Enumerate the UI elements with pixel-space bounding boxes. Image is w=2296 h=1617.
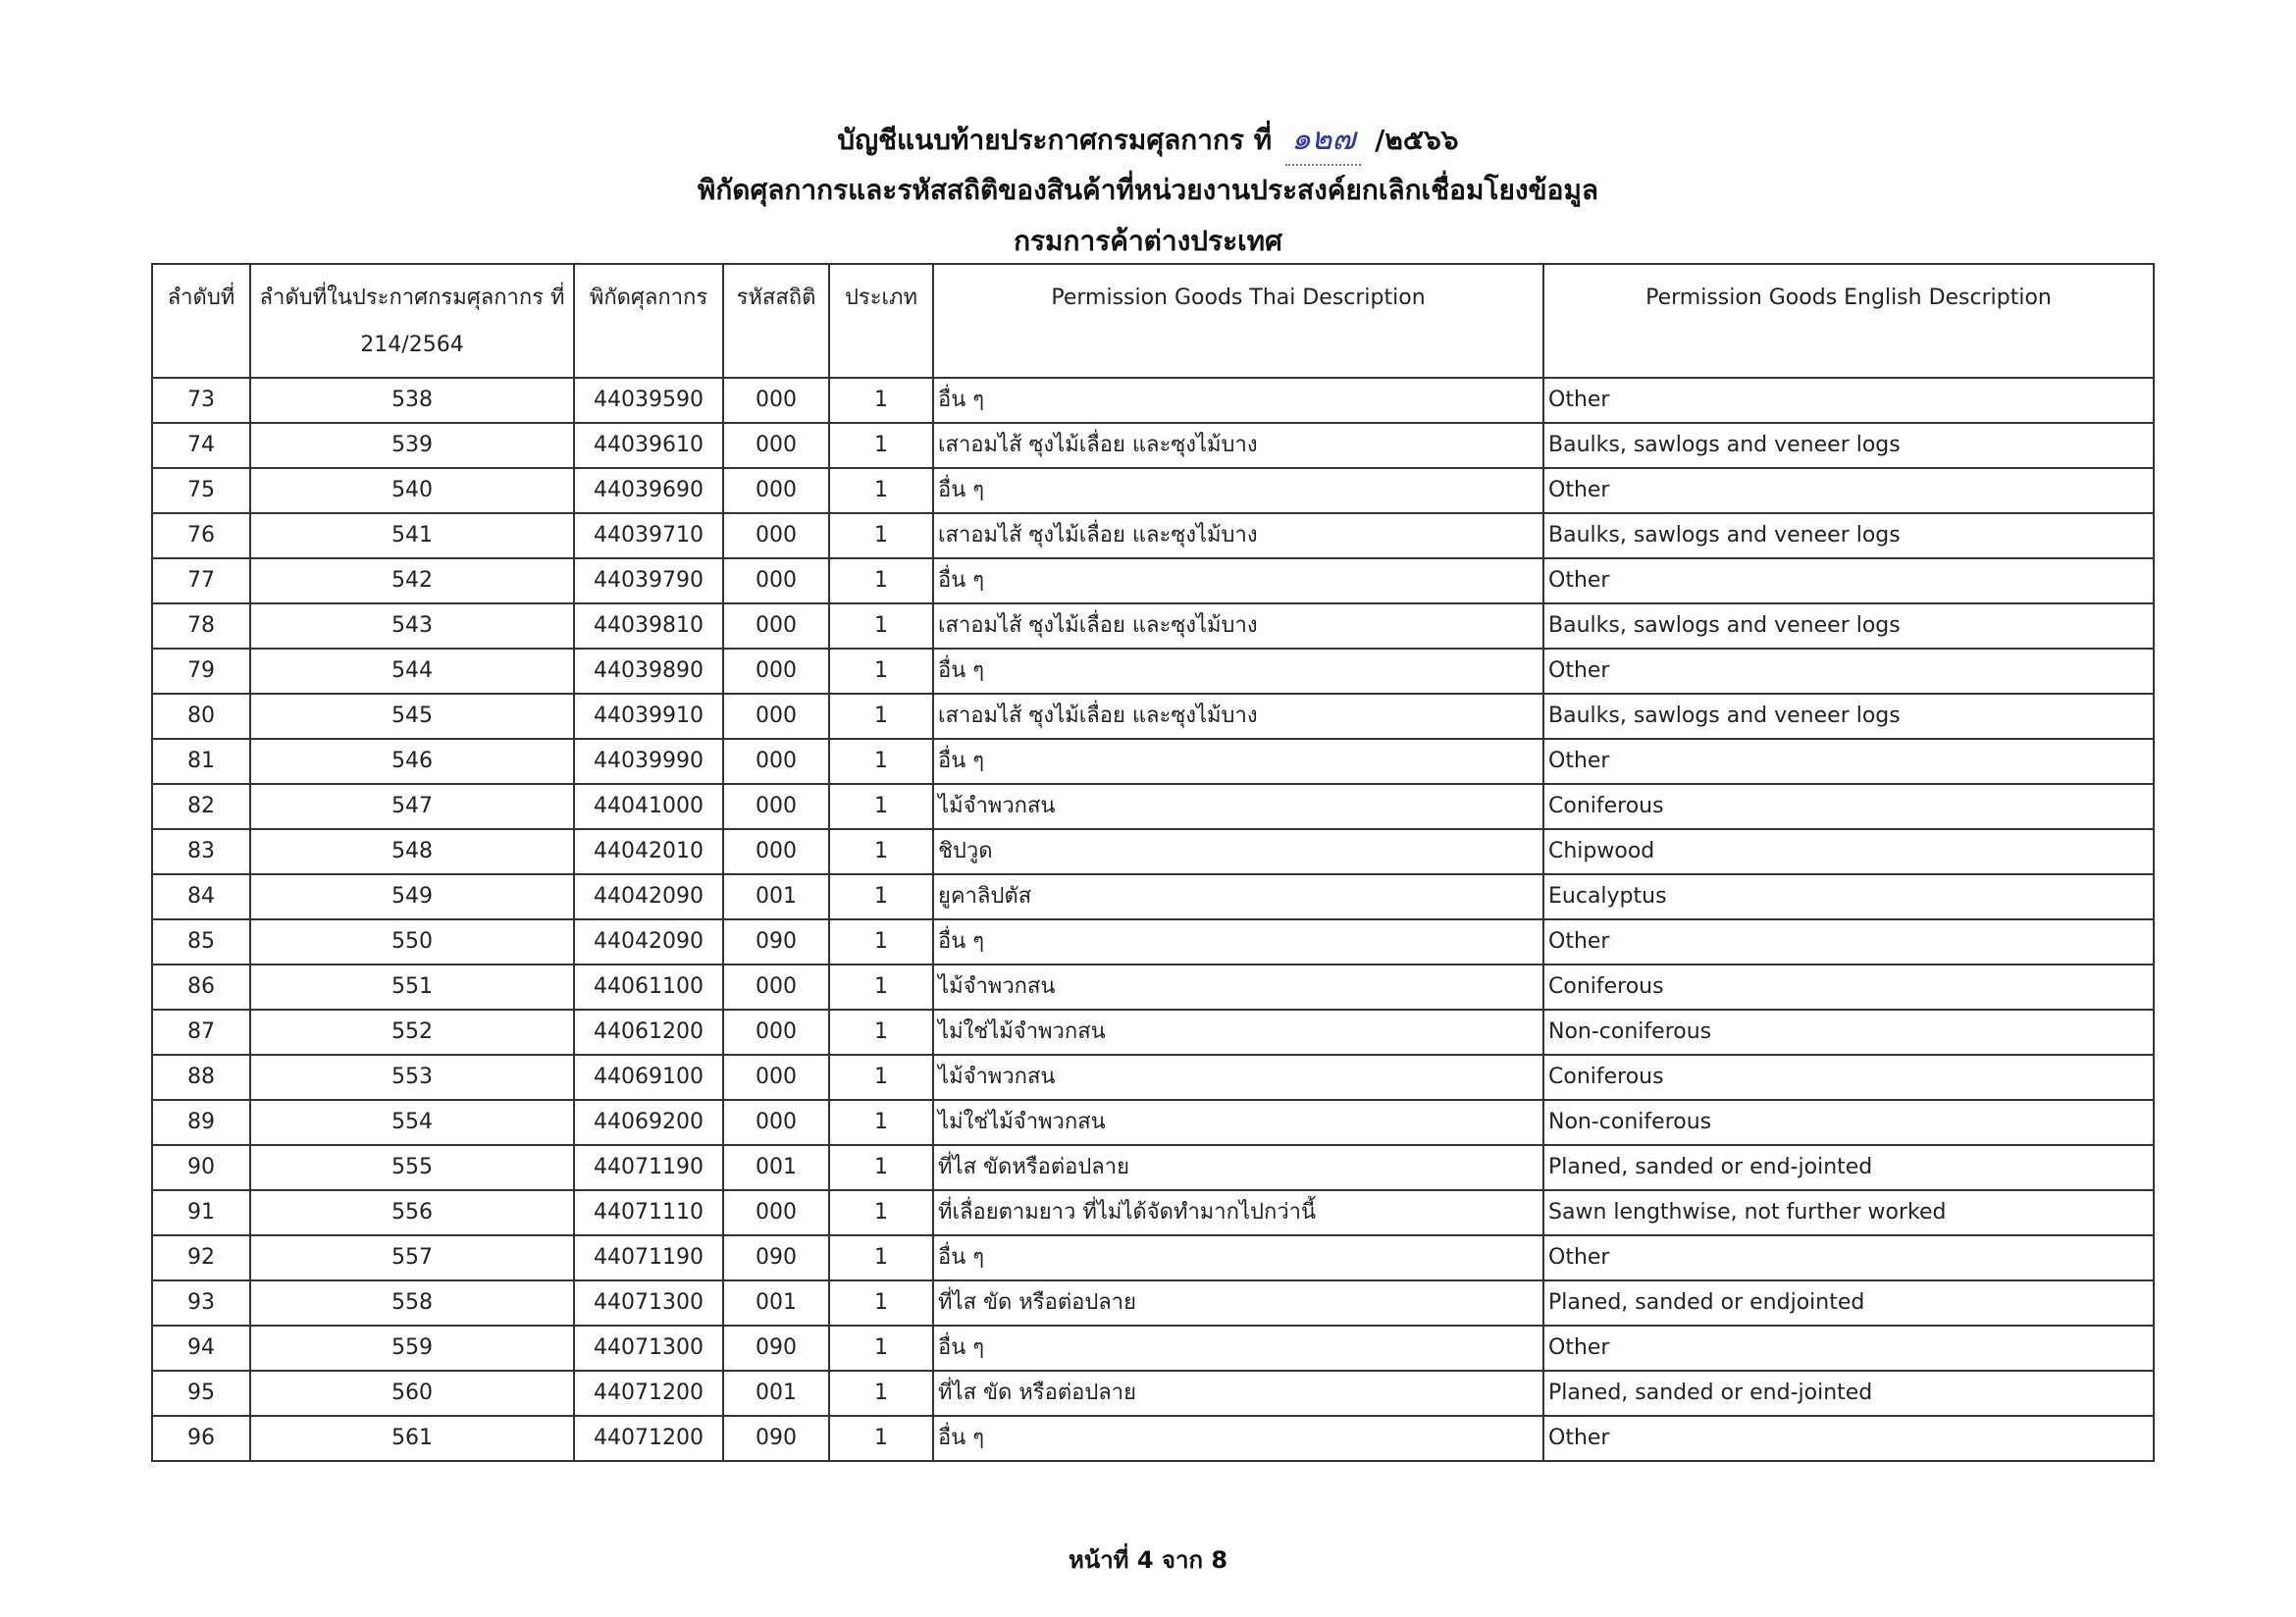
cell-type: 1	[829, 1326, 933, 1371]
table-row	[152, 784, 2154, 829]
column-header-col-eng-desc: Permission Goods English Description	[1543, 264, 2154, 378]
cell-ref-seq: 556	[250, 1190, 574, 1235]
cell-row-seq: 75	[152, 468, 250, 513]
table-row	[152, 468, 2154, 513]
cell-ref-seq: 546	[250, 739, 574, 784]
cell-type: 1	[829, 1100, 933, 1145]
cell-ref-seq: 558	[250, 1280, 574, 1326]
cell-thai-description: ที่ไส ขัด หรือต่อปลาย	[933, 1371, 1543, 1416]
cell-tariff-code: 44071110	[574, 1190, 723, 1235]
cell-stat-code: 000	[723, 739, 829, 784]
cell-type: 1	[829, 874, 933, 919]
cell-english-description: Other	[1543, 1416, 2154, 1461]
table-row	[152, 378, 2154, 423]
cell-english-description: Baulks, sawlogs and veneer logs	[1543, 603, 2154, 649]
cell-row-seq: 79	[152, 649, 250, 694]
cell-type: 1	[829, 1010, 933, 1055]
cell-english-description: Planed, sanded or end-jointed	[1543, 1371, 2154, 1416]
cell-type: 1	[829, 1280, 933, 1326]
table-row	[152, 513, 2154, 558]
cell-tariff-code: 44039990	[574, 739, 723, 784]
cell-row-seq: 73	[152, 378, 250, 423]
cell-row-seq: 91	[152, 1190, 250, 1235]
cell-type: 1	[829, 603, 933, 649]
cell-thai-description: ที่ไส ขัด หรือต่อปลาย	[933, 1280, 1543, 1326]
cell-english-description: Planed, sanded or end-jointed	[1543, 1145, 2154, 1190]
page-number: หน้าที่ 4 จาก 8	[1068, 1546, 1228, 1574]
table-row	[152, 558, 2154, 603]
table-row	[152, 1280, 2154, 1326]
cell-tariff-code: 44039610	[574, 423, 723, 468]
cell-thai-description: ไม่ใช่ไม้จำพวกสน	[933, 1100, 1543, 1145]
cell-english-description: Sawn lengthwise, not further worked	[1543, 1190, 2154, 1235]
cell-row-seq: 86	[152, 965, 250, 1010]
cell-english-description: Non-coniferous	[1543, 1010, 2154, 1055]
cell-ref-seq: 547	[250, 784, 574, 829]
cell-tariff-code: 44061200	[574, 1010, 723, 1055]
cell-thai-description: ที่เลื่อยตามยาว ที่ไม่ได้จัดทำมากไปกว่านี้	[933, 1190, 1543, 1235]
table-row	[152, 1371, 2154, 1416]
cell-type: 1	[829, 739, 933, 784]
cell-english-description: Other	[1543, 558, 2154, 603]
cell-tariff-code: 44039890	[574, 649, 723, 694]
cell-tariff-code: 44071200	[574, 1371, 723, 1416]
table-row	[152, 649, 2154, 694]
cell-ref-seq: 550	[250, 919, 574, 965]
cell-thai-description: ไม้จำพวกสน	[933, 784, 1543, 829]
cell-thai-description: เสาอมไส้ ซุงไม้เลื่อย และซุงไม้บาง	[933, 513, 1543, 558]
cell-ref-seq: 545	[250, 694, 574, 739]
cell-thai-description: อื่น ๆ	[933, 1416, 1543, 1461]
table-header-row	[152, 264, 2154, 378]
cell-stat-code: 000	[723, 378, 829, 423]
cell-ref-seq: 557	[250, 1235, 574, 1280]
cell-thai-description: เสาอมไส้ ซุงไม้เลื่อย และซุงไม้บาง	[933, 694, 1543, 739]
cell-type: 1	[829, 423, 933, 468]
cell-row-seq: 93	[152, 1280, 250, 1326]
cell-stat-code: 000	[723, 513, 829, 558]
cell-stat-code: 000	[723, 468, 829, 513]
table-row	[152, 694, 2154, 739]
cell-thai-description: อื่น ๆ	[933, 649, 1543, 694]
cell-english-description: Chipwood	[1543, 829, 2154, 874]
cell-thai-description: อื่น ๆ	[933, 378, 1543, 423]
table-row	[152, 874, 2154, 919]
agency-name: กรมการค้าต่างประเทศ	[1014, 225, 1282, 257]
cell-tariff-code: 44039810	[574, 603, 723, 649]
cell-english-description: Non-coniferous	[1543, 1100, 2154, 1145]
column-header-col-thai-desc: Permission Goods Thai Description	[933, 264, 1543, 378]
cell-stat-code: 000	[723, 784, 829, 829]
column-header-col-ref-seq: ลำดับที่ในประกาศกรมศุลกากร ที่ 214/2564	[250, 264, 574, 378]
cell-english-description: Other	[1543, 468, 2154, 513]
table-row	[152, 1145, 2154, 1190]
cell-type: 1	[829, 694, 933, 739]
table-row	[152, 1326, 2154, 1371]
cell-tariff-code: 44041000	[574, 784, 723, 829]
cell-row-seq: 96	[152, 1416, 250, 1461]
table-row	[152, 1416, 2154, 1461]
table-row	[152, 1010, 2154, 1055]
cell-row-seq: 90	[152, 1145, 250, 1190]
cell-ref-seq: 543	[250, 603, 574, 649]
cell-english-description: Eucalyptus	[1543, 874, 2154, 919]
cell-row-seq: 84	[152, 874, 250, 919]
table-row	[152, 1235, 2154, 1280]
cell-type: 1	[829, 1235, 933, 1280]
cell-row-seq: 80	[152, 694, 250, 739]
cell-thai-description: อื่น ๆ	[933, 919, 1543, 965]
cell-tariff-code: 44039690	[574, 468, 723, 513]
cell-thai-description: อื่น ๆ	[933, 558, 1543, 603]
cell-ref-seq: 544	[250, 649, 574, 694]
cell-english-description: Other	[1543, 919, 2154, 965]
table-row	[152, 1100, 2154, 1145]
cell-row-seq: 77	[152, 558, 250, 603]
cell-row-seq: 74	[152, 423, 250, 468]
cell-type: 1	[829, 468, 933, 513]
cell-type: 1	[829, 1416, 933, 1461]
cell-ref-seq: 560	[250, 1371, 574, 1416]
cell-stat-code: 000	[723, 1010, 829, 1055]
cell-tariff-code: 44071200	[574, 1416, 723, 1461]
cell-english-description: Baulks, sawlogs and veneer logs	[1543, 423, 2154, 468]
cell-tariff-code: 44071190	[574, 1235, 723, 1280]
cell-tariff-code: 44061100	[574, 965, 723, 1010]
cell-stat-code: 000	[723, 423, 829, 468]
cell-ref-seq: 561	[250, 1416, 574, 1461]
cell-ref-seq: 552	[250, 1010, 574, 1055]
cell-stat-code: 000	[723, 694, 829, 739]
column-header-col-seq: ลำดับที่	[152, 264, 250, 378]
cell-english-description: Other	[1543, 1235, 2154, 1280]
cell-thai-description: เสาอมไส้ ซุงไม้เลื่อย และซุงไม้บาง	[933, 603, 1543, 649]
cell-thai-description: ไม่ใช่ไม้จำพวกสน	[933, 1010, 1543, 1055]
cell-ref-seq: 548	[250, 829, 574, 874]
cell-thai-description: ที่ไส ขัดหรือต่อปลาย	[933, 1145, 1543, 1190]
cell-english-description: Other	[1543, 378, 2154, 423]
cell-type: 1	[829, 558, 933, 603]
cell-type: 1	[829, 1371, 933, 1416]
cell-stat-code: 000	[723, 829, 829, 874]
cell-tariff-code: 44042090	[574, 874, 723, 919]
cell-tariff-code: 44039710	[574, 513, 723, 558]
cell-row-seq: 83	[152, 829, 250, 874]
cell-type: 1	[829, 829, 933, 874]
cell-stat-code: 000	[723, 1100, 829, 1145]
cell-row-seq: 88	[152, 1055, 250, 1100]
cell-stat-code: 090	[723, 1235, 829, 1280]
cell-tariff-code: 44069100	[574, 1055, 723, 1100]
cell-thai-description: ยูคาลิปตัส	[933, 874, 1543, 919]
title-year: /๒๕๖๖	[1375, 124, 1459, 156]
cell-thai-description: อื่น ๆ	[933, 1326, 1543, 1371]
title-prefix: บัญชีแนบท้ายประกาศกรมศุลกากร ที่	[837, 124, 1273, 156]
cell-stat-code: 000	[723, 649, 829, 694]
cell-stat-code: 001	[723, 1145, 829, 1190]
cell-ref-seq: 549	[250, 874, 574, 919]
cell-row-seq: 92	[152, 1235, 250, 1280]
cell-stat-code: 090	[723, 1416, 829, 1461]
table-row	[152, 1190, 2154, 1235]
column-header-col-tariff: พิกัดศุลกากร	[574, 264, 723, 378]
cell-type: 1	[829, 649, 933, 694]
table-row	[152, 739, 2154, 784]
cell-english-description: Baulks, sawlogs and veneer logs	[1543, 513, 2154, 558]
table-row	[152, 603, 2154, 649]
cell-tariff-code: 44071300	[574, 1326, 723, 1371]
cell-stat-code: 000	[723, 558, 829, 603]
cell-stat-code: 090	[723, 1326, 829, 1371]
column-header-col-stat-code: รหัสสถิติ	[723, 264, 829, 378]
cell-tariff-code: 44042090	[574, 919, 723, 965]
cell-row-seq: 82	[152, 784, 250, 829]
cell-stat-code: 000	[723, 1190, 829, 1235]
cell-type: 1	[829, 784, 933, 829]
cell-type: 1	[829, 1190, 933, 1235]
cell-stat-code: 000	[723, 965, 829, 1010]
cell-stat-code: 000	[723, 603, 829, 649]
permission-goods-table	[151, 263, 2155, 1462]
cell-type: 1	[829, 1145, 933, 1190]
cell-ref-seq: 541	[250, 513, 574, 558]
cell-row-seq: 95	[152, 1371, 250, 1416]
document-title	[0, 114, 2296, 166]
cell-type: 1	[829, 513, 933, 558]
cell-english-description: Other	[1543, 1326, 2154, 1371]
cell-ref-seq: 542	[250, 558, 574, 603]
cell-type: 1	[829, 919, 933, 965]
cell-row-seq: 94	[152, 1326, 250, 1371]
cell-english-description: Baulks, sawlogs and veneer logs	[1543, 694, 2154, 739]
cell-row-seq: 87	[152, 1010, 250, 1055]
cell-english-description: Coniferous	[1543, 1055, 2154, 1100]
document-subtitle: พิกัดศุลกากรและรหัสสถิติของสินค้าที่หน่วยงานประสงค์ยกเลิกเชื่อมโยงข้อมูล	[697, 174, 1599, 206]
cell-thai-description: เสาอมไส้ ซุงไม้เลื่อย และซุงไม้บาง	[933, 423, 1543, 468]
cell-type: 1	[829, 965, 933, 1010]
cell-tariff-code: 44039910	[574, 694, 723, 739]
cell-english-description: Other	[1543, 739, 2154, 784]
cell-ref-seq: 559	[250, 1326, 574, 1371]
cell-english-description: Planed, sanded or endjointed	[1543, 1280, 2154, 1326]
cell-row-seq: 78	[152, 603, 250, 649]
cell-stat-code: 001	[723, 874, 829, 919]
cell-ref-seq: 554	[250, 1100, 574, 1145]
table-row	[152, 965, 2154, 1010]
cell-tariff-code: 44039590	[574, 378, 723, 423]
cell-ref-seq: 551	[250, 965, 574, 1010]
table-body	[152, 378, 2154, 1461]
cell-english-description: Coniferous	[1543, 965, 2154, 1010]
cell-thai-description: อื่น ๆ	[933, 1235, 1543, 1280]
cell-thai-description: ไม้จำพวกสน	[933, 965, 1543, 1010]
cell-stat-code: 001	[723, 1371, 829, 1416]
cell-ref-seq: 538	[250, 378, 574, 423]
column-header-col-type: ประเภท	[829, 264, 933, 378]
cell-ref-seq: 540	[250, 468, 574, 513]
cell-ref-seq: 539	[250, 423, 574, 468]
cell-tariff-code: 44069200	[574, 1100, 723, 1145]
table-row	[152, 1055, 2154, 1100]
cell-thai-description: อื่น ๆ	[933, 739, 1543, 784]
cell-type: 1	[829, 1055, 933, 1100]
cell-ref-seq: 553	[250, 1055, 574, 1100]
cell-tariff-code: 44039790	[574, 558, 723, 603]
cell-tariff-code: 44071190	[574, 1145, 723, 1190]
cell-row-seq: 89	[152, 1100, 250, 1145]
cell-english-description: Coniferous	[1543, 784, 2154, 829]
table-row	[152, 423, 2154, 468]
cell-tariff-code: 44042010	[574, 829, 723, 874]
table-row	[152, 919, 2154, 965]
cell-stat-code: 001	[723, 1280, 829, 1326]
handwritten-announcement-number: ๑๒๗	[1285, 114, 1361, 166]
cell-thai-description: ชิปวูด	[933, 829, 1543, 874]
cell-tariff-code: 44071300	[574, 1280, 723, 1326]
cell-stat-code: 090	[723, 919, 829, 965]
cell-stat-code: 000	[723, 1055, 829, 1100]
cell-thai-description: ไม้จำพวกสน	[933, 1055, 1543, 1100]
cell-english-description: Other	[1543, 649, 2154, 694]
cell-row-seq: 81	[152, 739, 250, 784]
cell-row-seq: 76	[152, 513, 250, 558]
cell-row-seq: 85	[152, 919, 250, 965]
table-row	[152, 829, 2154, 874]
cell-type: 1	[829, 378, 933, 423]
cell-ref-seq: 555	[250, 1145, 574, 1190]
cell-thai-description: อื่น ๆ	[933, 468, 1543, 513]
